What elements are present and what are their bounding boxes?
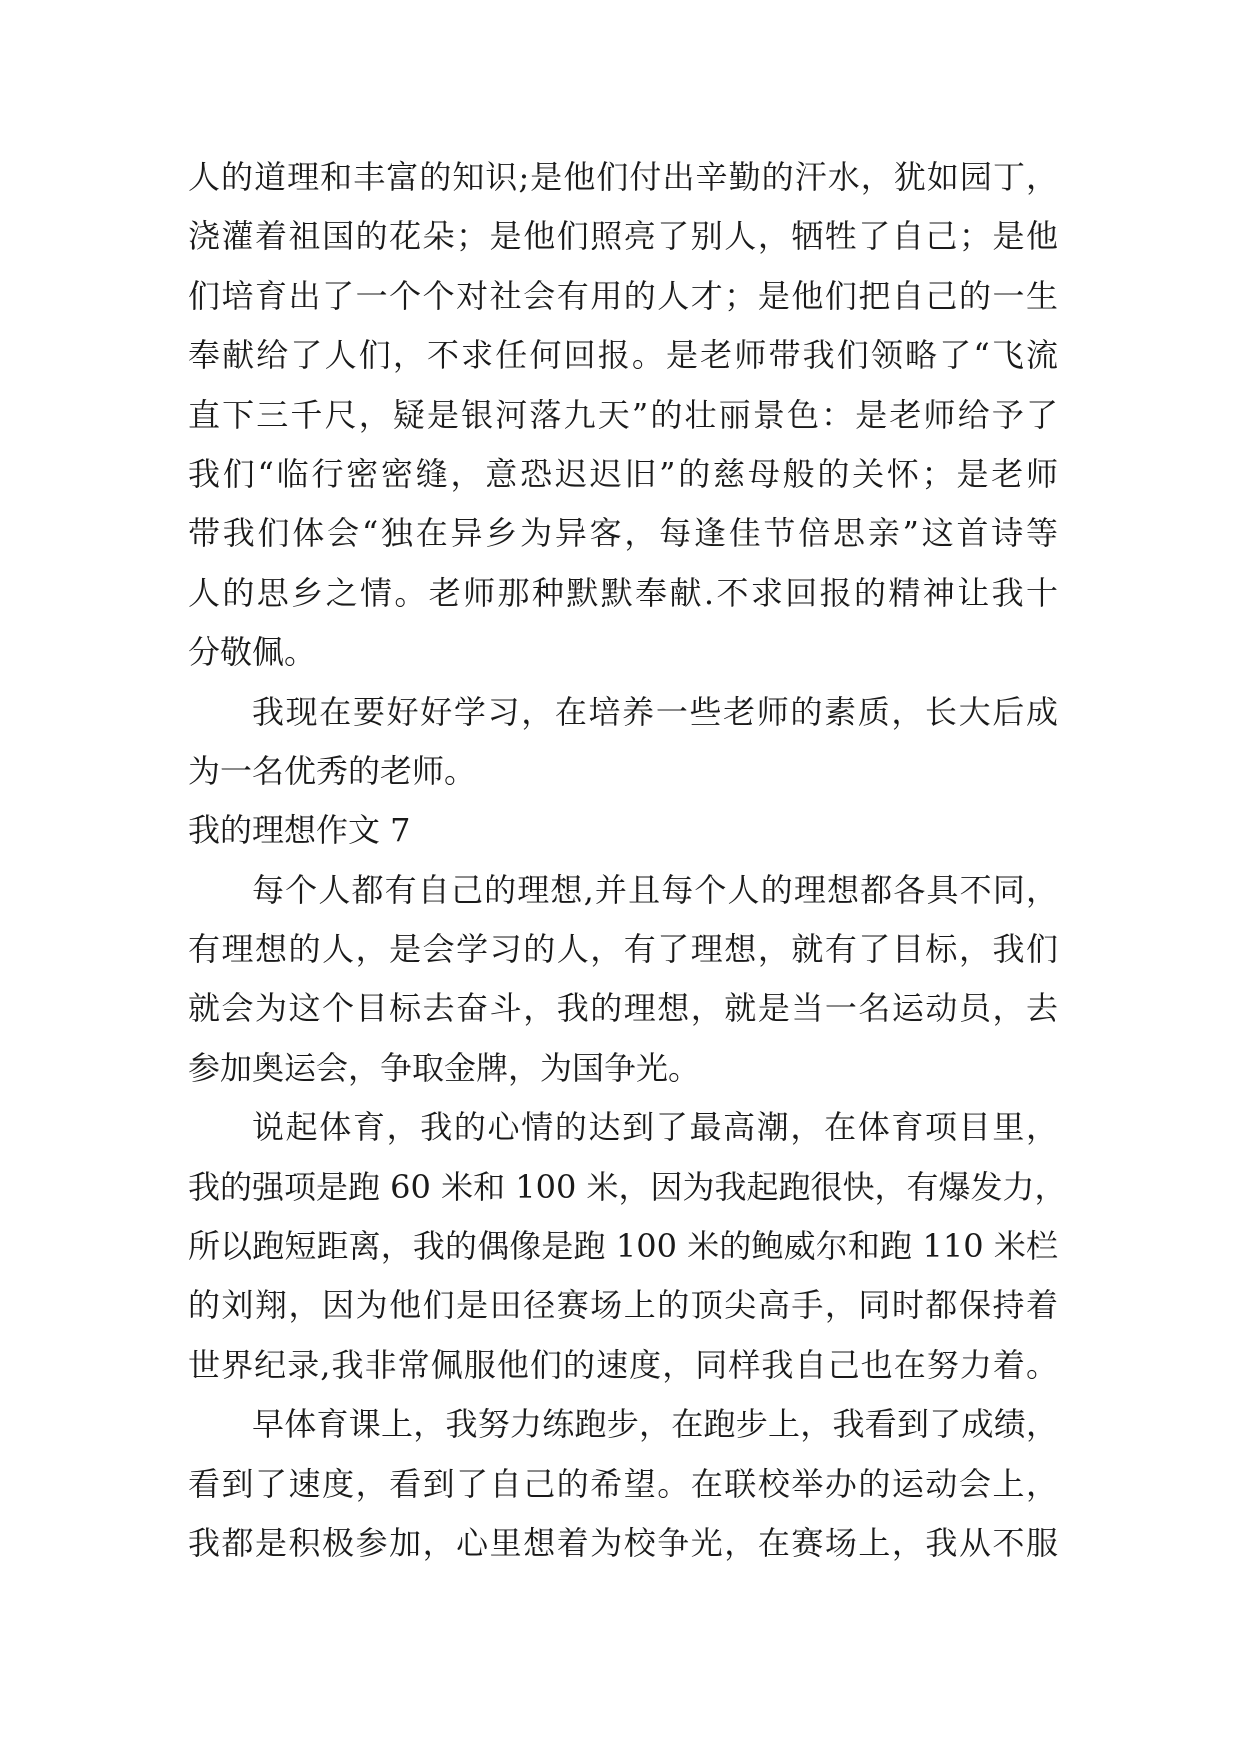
text-line: 说起体育，我的心情的达到了最高潮，在体育项目里， xyxy=(252,1108,1058,1147)
section-heading xyxy=(188,801,1058,860)
text-line: 的刘翔，因为他们是田径赛场上的顶尖高手，同时都保持着 xyxy=(188,1286,1058,1325)
text-line: 人的道理和丰富的知识;是他们付出辛勤的汗水，犹如园丁， xyxy=(188,158,1058,196)
paragraph-sports xyxy=(188,1098,1067,1395)
text-line: 我现在要好好学习，在培养一些老师的素质，长大后成 xyxy=(252,692,1058,731)
essay-title: 我的理想作文 7 xyxy=(188,811,411,850)
text-line: 早体育课上，我努力练跑步，在跑步上，我看到了成绩， xyxy=(252,1405,1058,1444)
text-line: 每个人都有自己的理想,并且每个人的理想都各具不同， xyxy=(252,870,1058,909)
text-line: 浇灌着祖国的花朵；是他们照亮了别人，牺牲了自己；是他 xyxy=(188,217,1058,256)
text-line: 世界纪录,我非常佩服他们的速度，同样我自己也在努力着。 xyxy=(188,1345,1058,1384)
paragraph-pe-class xyxy=(188,1395,1058,1573)
text-line: 就会为这个目标去奋斗，我的理想，就是当一名运动员，去 xyxy=(188,989,1058,1028)
text-line: 带我们体会“独在异乡为异客，每逢佳节倍思亲”这首诗等 xyxy=(188,514,1058,553)
text-line: 人的思乡之情。老师那种默默奉献.不求回报的精神让我十 xyxy=(188,573,1058,612)
document-body xyxy=(188,148,1067,1573)
text-line: 分敬佩。 xyxy=(188,633,317,672)
text-line: 直下三千尺，疑是银河落九天”的壮丽景色：是老师给予了 xyxy=(188,395,1058,434)
text-line: 所以跑短距离，我的偶像是跑 100 米的鲍威尔和跑 110 米栏 xyxy=(188,1227,1058,1266)
text-line: 参加奥运会，争取金牌，为国争光。 xyxy=(188,1048,701,1087)
text-line: 我都是积极参加，心里想着为校争光，在赛场上，我从不服 xyxy=(188,1523,1058,1562)
paragraph-future-teacher xyxy=(188,683,1058,802)
text-line: 有理想的人，是会学习的人，有了理想，就有了目标，我们 xyxy=(188,930,1058,969)
paragraph-ideal-intro xyxy=(188,861,1058,1099)
text-line: 们培育出了一个个对社会有用的人才；是他们把自己的一生 xyxy=(188,276,1058,315)
paragraph-teacher-praise xyxy=(188,148,1058,683)
text-line: 为一名优秀的老师。 xyxy=(188,751,477,790)
text-line: 看到了速度，看到了自己的希望。在联校举办的运动会上， xyxy=(188,1464,1058,1503)
text-line: 我们“临行密密缝，意恐迟迟旧”的慈母般的关怀；是老师 xyxy=(188,454,1058,493)
text-line: 我的强项是跑 60 米和 100 米，因为我起跑很快，有爆发力， xyxy=(188,1167,1067,1206)
text-line: 奉献给了人们，不求任何回报。是老师带我们领略了“飞流 xyxy=(188,336,1058,375)
